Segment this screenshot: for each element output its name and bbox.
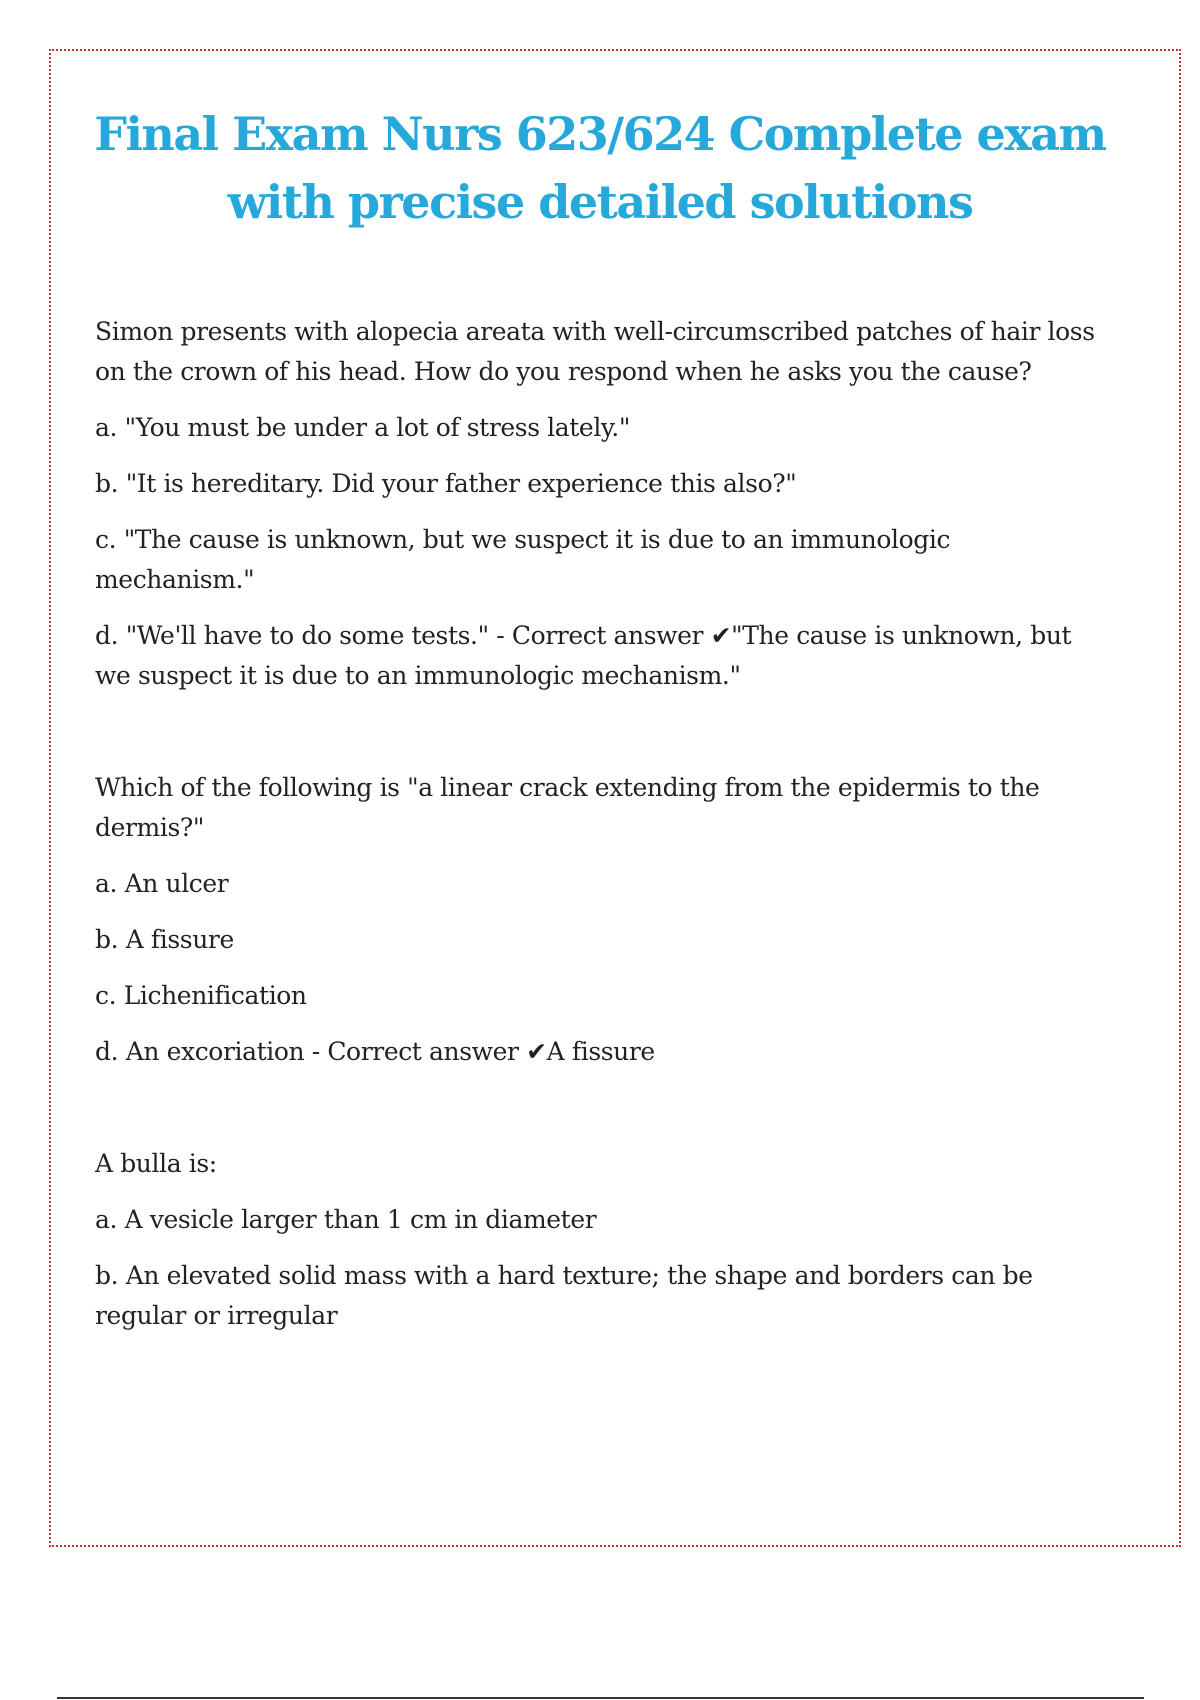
- answer-option-a: a. A vesicle larger than 1 cm in diameter: [95, 1205, 597, 1234]
- footer-rule: [57, 1697, 1144, 1699]
- answer-option-b: b. "It is hereditary. Did your father experience this also?": [95, 469, 797, 498]
- answer-option-c: c. Lichenification: [95, 981, 307, 1010]
- answer-option-b: b. A fissure: [95, 925, 234, 954]
- answer-option-d: d. "We'll have to do some tests." - Correct answer ✔"The cause is unknown, but we suspect it is due to an immunologic mechanism.": [95, 621, 1072, 690]
- question-2: [95, 768, 1105, 1072]
- question-3: [95, 1144, 1105, 1336]
- title-line-1: Final Exam Nurs 623/624 Complete exam: [94, 107, 1106, 161]
- answer-option-d: d. An excoriation - Correct answer ✔A fissure: [95, 1037, 655, 1066]
- answer-option-a: a. An ulcer: [95, 869, 229, 898]
- answer-option-c: c. "The cause is unknown, but we suspect it is due to an immunologic mechanism.": [95, 525, 951, 594]
- document-title: [60, 100, 1140, 236]
- question-stem: Which of the following is "a linear crack extending from the epidermis to the dermis?": [95, 773, 1040, 842]
- question-stem: A bulla is:: [95, 1149, 217, 1178]
- title-line-2: with precise detailed solutions: [227, 175, 973, 229]
- question-stem: Simon presents with alopecia areata with well-circumscribed patches of hair loss on the crown of his head. How do you respond when he asks you the cause?: [95, 317, 1095, 386]
- answer-option-b: b. An elevated solid mass with a hard texture; the shape and borders can be regular or irregular: [95, 1261, 1033, 1330]
- question-list: [95, 312, 1105, 1352]
- answer-option-a: a. "You must be under a lot of stress lately.": [95, 413, 630, 442]
- question-1: [95, 312, 1105, 696]
